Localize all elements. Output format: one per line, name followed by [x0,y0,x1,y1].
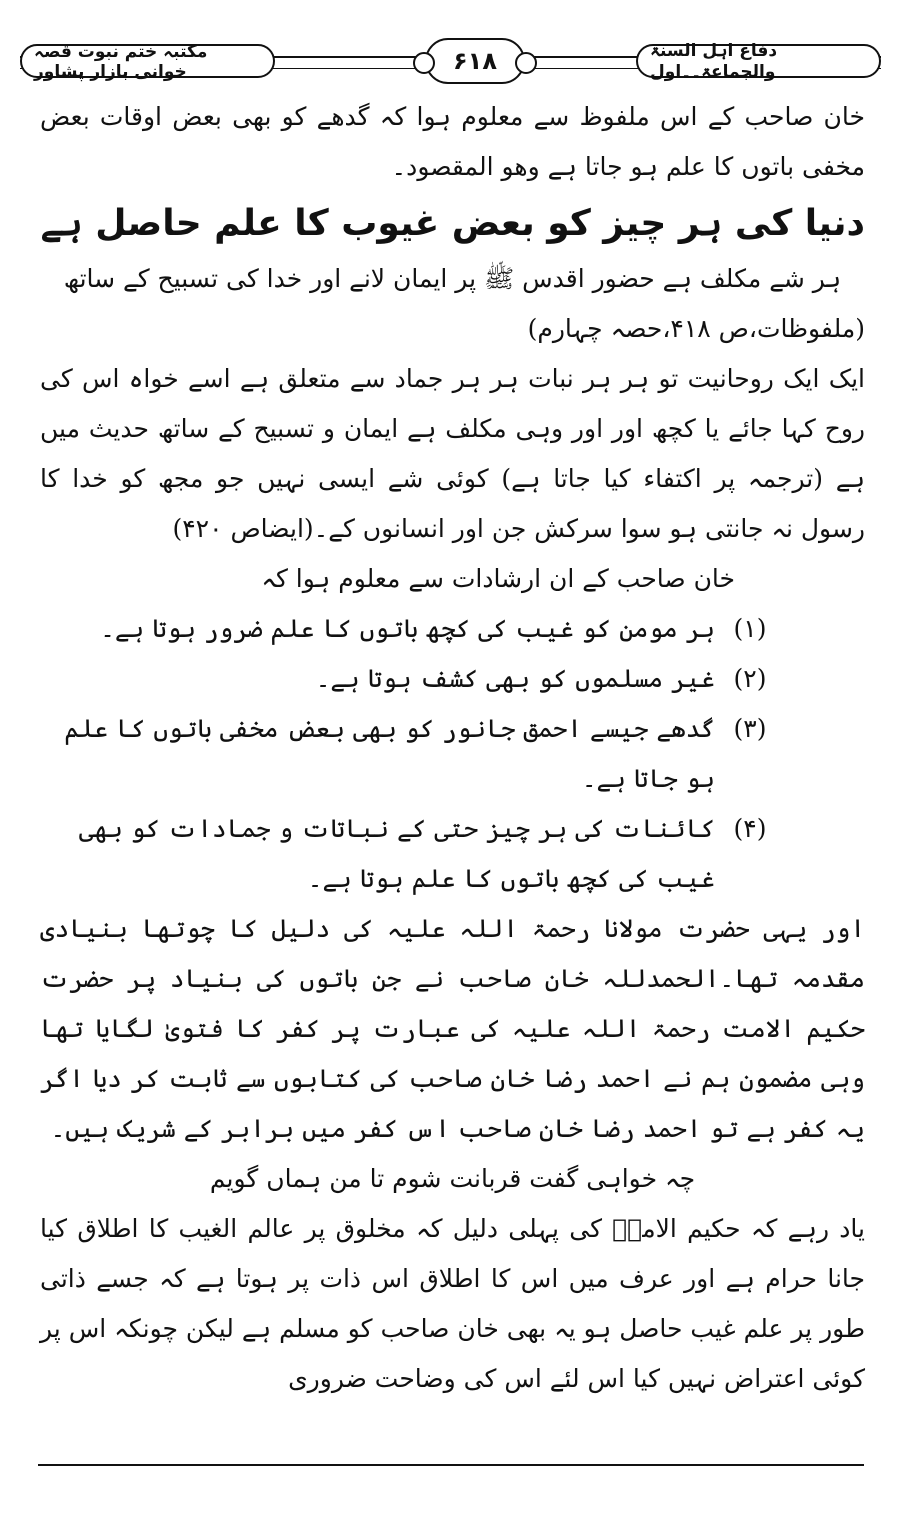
list-intro: خان صاحب کے ان ارشادات سے معلوم ہوا کہ [261,564,735,593]
quote-paragraph: ایک ایک روحانیت تو ہر ہر نبات ہر ہر جماد سے متعلق ہے اسے خواہ اس کی روح کہا جائے یا کچھ اور اور وہی مکلف ہے ایمان و تسبیح کے ساتھ حدیث میں ہے (ترجمہ پر اکتفاء کیا جاتا ہے) کوئی شے ایسی نہیں جو مجھ کو خدا کا رسول نہ جانتی ہو سوا سرکش جن اور انسانوں کے۔(ایضاص ۴۲۰) [40,364,865,543]
list-item-number: (۱) [733,614,767,643]
section-heading: دنیا کی ہر چیز کو بعض غیوب کا علم حاصل ہے [40,203,865,244]
book-title: دفاع اہل السنۃ والجماعۃ۔۔اول [636,44,881,78]
list-item [40,804,865,904]
page-number: ۶۱۸ [425,38,525,84]
reference-citation: (ملفوظات،ص ۴۱۸،حصہ چہارم) [527,314,865,343]
list-item [40,654,865,704]
list-item-number: (۳) [733,714,767,743]
list-item-text: ہر مومن کو غیب کی کچھ باتوں کا علم ضرور ہوتا ہے۔ [100,614,715,643]
closing-paragraph: یاد رہے کہ حکیم الامتؒ کی پہلی دلیل کہ مخلوق پر عالم الغیب کا اطلاق کیا جانا حرام ہے اور عرف میں اس کا اطلاق اس ذات پر ہوتا ہے کہ جسے ذاتی طور پر علم غیب حاصل ہو یہ بھی خان صاحب کو مسلم ہے لیکن چونکہ اس پر کوئی اعتراض نہیں کیا اس لئے اس کی وضاحت ضروری [40,1214,865,1393]
list-item-number: (۲) [733,664,767,693]
sub-heading: ہر شے مکلف ہے حضور اقدس ﷺ پر ایمان لانے اور خدا کی تسبیح کے ساتھ [63,264,842,293]
persian-verse: چہ خواہی گفت قربانت شوم تا من ہماں گویم [209,1164,696,1193]
list-item-text: گدھے جیسے احمق جانور کو بھی بعض مخفی باتوں کا علم ہو جاتا ہے۔ [64,714,715,793]
list-item [40,704,865,804]
list-item-text: غیر مسلموں کو بھی کشف ہوتا ہے۔ [315,664,715,693]
list-item-text: کائنات کی ہر چیز حتی کے نباتات و جمادات کو بھی غیب کی کچھ باتوں کا علم ہوتا ہے۔ [78,814,715,893]
intro-paragraph: خان صاحب کے اس ملفوظ سے معلوم ہوا کہ گدھے کو بھی بعض اوقات بعض مخفی باتوں کا علم ہو جاتا ہے وھو المقصود۔ [40,102,865,181]
publisher-name: مکتبہ ختم نبوت قصہ خوانی بازار پشاور [20,44,275,78]
list-item [40,604,865,654]
page-body [40,92,865,1404]
footer-rule [38,1464,864,1466]
page-header [20,38,881,86]
conclusion-paragraph: اور یہی حضرت مولانا رحمۃ اللہ علیہ کی دلیل کا چوتھا بنیادی مقدمہ تھا۔الحمدللہ خان صاحب نے جن باتوں کی بنیاد پر حضرت حکیم الامت رحمۃ اللہ علیہ کی عبارت پر کفر کا فتویٰ لگایا تھا وہی مضمون ہم نے احمد رضا خان صاحب کی کتابوں سے ثابت کر دیا اگر یہ کفر ہے تو احمد رضا خان صاحب اس کفر میں برابر کے شریک ہیں۔ [40,914,865,1143]
list-item-number: (۴) [733,814,767,843]
